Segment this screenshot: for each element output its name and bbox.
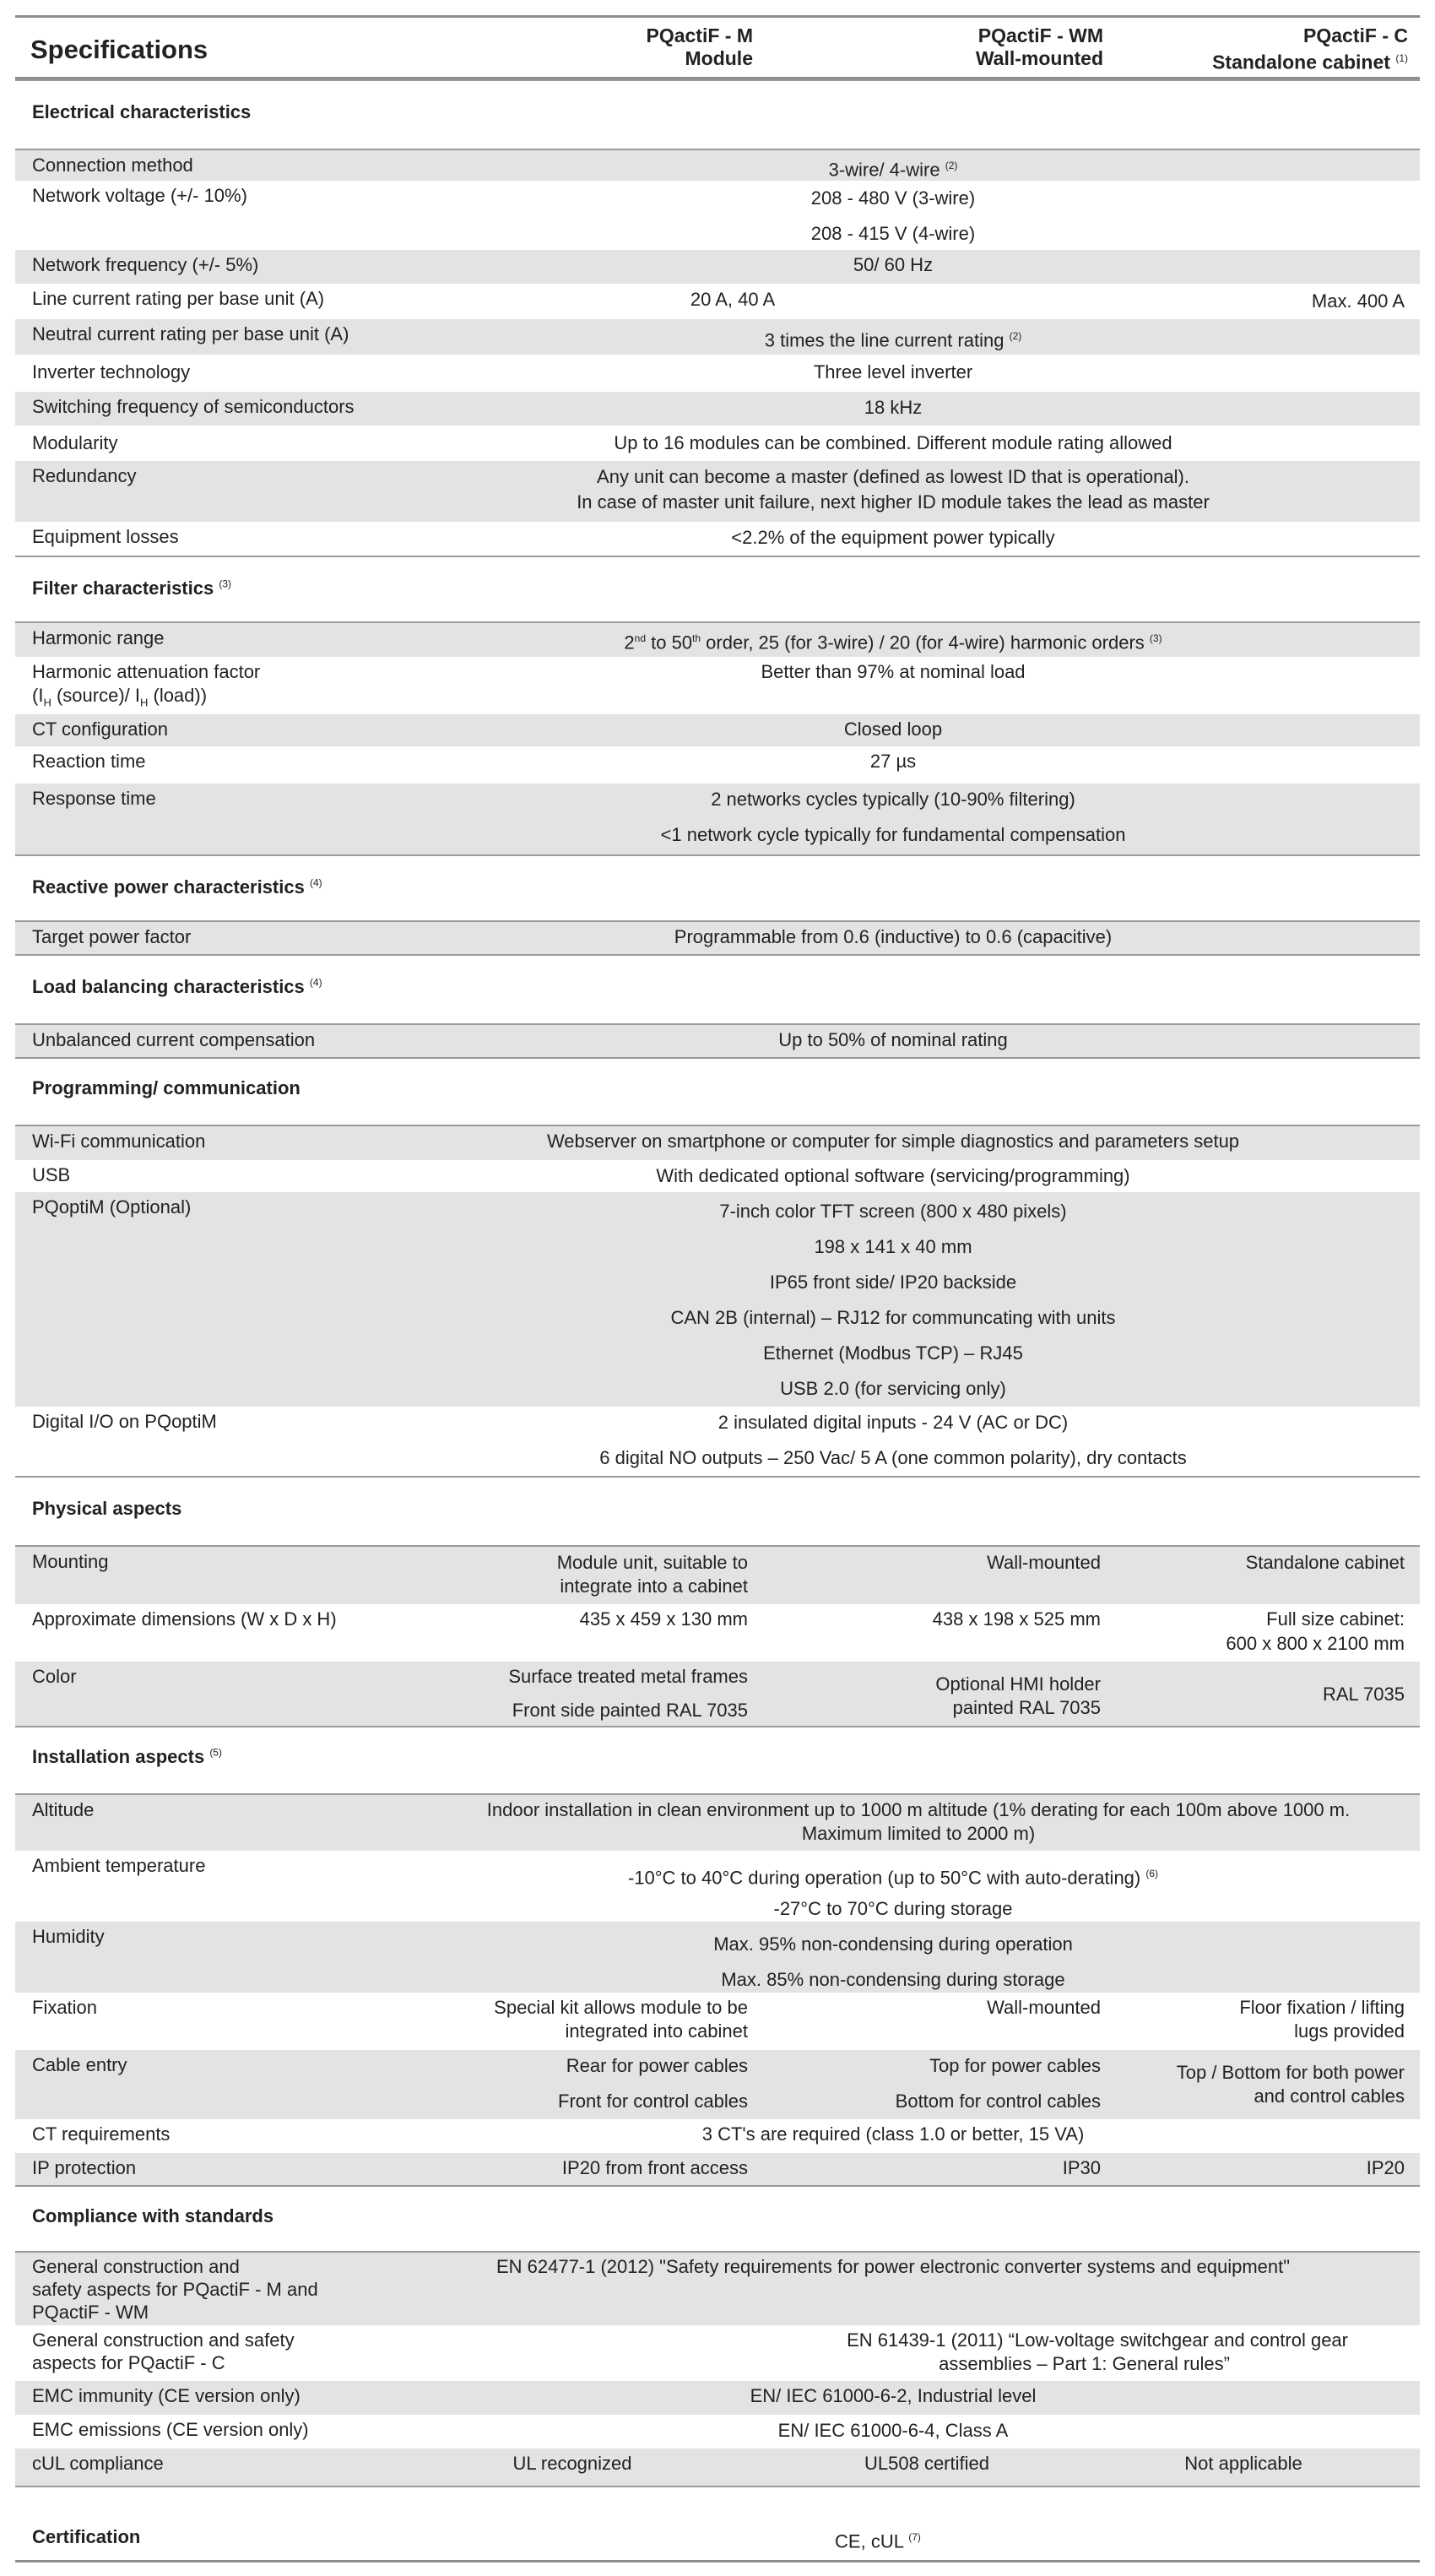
section-physical <box>15 1476 1420 1547</box>
row-value-c: and control cables <box>1254 2085 1405 2107</box>
section-title: Compliance with standards <box>32 2205 274 2226</box>
row-value: Better than 97% at nominal load <box>761 661 1026 682</box>
section-title <box>32 976 322 998</box>
row-label: Harmonic range <box>32 627 165 648</box>
row-ct-requirements <box>15 2119 1420 2153</box>
row-value-wm: UL508 certified <box>864 2453 989 2474</box>
row-value: 7-inch color TFT screen (800 x 480 pixels) <box>719 1201 1067 1222</box>
column-header-c-name: PQactiF - C <box>1303 24 1408 46</box>
row-label: Switching frequency of semiconductors <box>32 396 355 417</box>
row-label: Neutral current rating per base unit (A) <box>32 323 349 344</box>
row-reaction-time <box>15 746 1420 784</box>
section-reactive-power <box>15 854 1420 922</box>
section-electrical <box>15 79 1420 150</box>
section-programming <box>15 1057 1420 1126</box>
row-modularity <box>15 426 1420 461</box>
row-value-m: 435 x 459 x 130 mm <box>579 1608 748 1630</box>
row-response-time <box>15 784 1420 854</box>
row-value-c: Full size cabinet: <box>1266 1608 1405 1630</box>
row-label: PQactiF - WM <box>32 2302 149 2323</box>
row-value: EN/ IEC 61000-6-2, Industrial level <box>750 2385 1037 2406</box>
table-header <box>15 15 1420 79</box>
row-value: Ethernet (Modbus TCP) – RJ45 <box>763 1342 1023 1364</box>
row-neutral-current <box>15 319 1420 355</box>
footnote-ref: (7) <box>908 2531 921 2543</box>
row-ip-protection <box>15 2153 1420 2185</box>
row-value: IP65 front side/ IP20 backside <box>769 1272 1017 1293</box>
row-inverter-technology <box>15 355 1420 392</box>
row-ambient-temperature <box>15 1851 1420 1922</box>
row-digital-io <box>15 1407 1420 1476</box>
row-label: Color <box>32 1666 77 1687</box>
row-label: Digital I/O on PQoptiM <box>32 1411 217 1432</box>
value-text: 3 times the line current rating <box>764 329 1004 351</box>
row-label: General construction and <box>32 2256 240 2277</box>
row-value-m: Module unit, suitable to <box>556 1552 748 1573</box>
row-value-m: Rear for power cables <box>566 2055 748 2076</box>
row-value: EN 62477-1 (2012) "Safety requirements for power electronic converter systems and equipment" <box>495 2256 1291 2277</box>
row-network-frequency <box>15 250 1420 284</box>
footnote-ref: (4) <box>309 976 322 989</box>
row-value-wm: Bottom for control cables <box>895 2091 1101 2112</box>
row-value-c: 600 x 800 x 2100 mm <box>1226 1633 1405 1654</box>
row-pqoptim <box>15 1192 1420 1407</box>
row-value: 2 insulated digital inputs - 24 V (AC or DC) <box>718 1412 1069 1433</box>
row-value: Max. 95% non-condensing during operation <box>713 1933 1073 1955</box>
section-title: Programming/ communication <box>32 1077 301 1098</box>
row-value-wm: painted RAL 7035 <box>952 1697 1101 1718</box>
value-text: CE, cUL <box>835 2530 904 2552</box>
row-emc-emissions <box>15 2415 1420 2449</box>
row-value: Any unit can become a master (defined as lowest ID that is operational). <box>597 466 1189 487</box>
subscript: H <box>139 696 149 709</box>
column-header-c-sub <box>1212 47 1408 74</box>
row-redundancy <box>15 461 1420 522</box>
row-label: cUL compliance <box>32 2453 164 2474</box>
row-value: <1 network cycle typically for fundamental compensation <box>660 824 1126 845</box>
row-value-c: Not applicable <box>1184 2453 1302 2474</box>
row-label: Altitude <box>32 1799 95 1820</box>
label-text: (I <box>32 685 44 706</box>
row-label: EMC immunity (CE version only) <box>32 2385 301 2406</box>
row-general-construction-c <box>15 2325 1420 2381</box>
section-title-text: Load balancing characteristics <box>32 976 305 997</box>
row-label: Reaction time <box>32 751 146 772</box>
certification-value <box>456 2526 1300 2552</box>
row-value: 198 x 141 x 40 mm <box>814 1236 972 1257</box>
section-certification <box>15 2486 1420 2560</box>
row-value: Three level inverter <box>813 361 973 382</box>
subscript: H <box>43 696 51 709</box>
row-value-m: 20 A, 40 A <box>690 289 776 310</box>
row-value-m: integrate into a cabinet <box>560 1575 748 1597</box>
column-header-wm-name: PQactiF - WM <box>977 24 1103 46</box>
row-value <box>471 325 1315 351</box>
value-text: -10°C to 40°C during operation (up to 50°C with auto-derating) <box>627 1867 1141 1889</box>
row-equipment-losses <box>15 522 1420 556</box>
row-label: Mounting <box>32 1551 109 1572</box>
row-label: Modularity <box>32 432 118 453</box>
row-label: Cable entry <box>32 2054 127 2075</box>
row-value: Closed loop <box>843 719 943 740</box>
row-ct-configuration <box>15 714 1420 746</box>
row-value-wm: IP30 <box>1062 2157 1101 2178</box>
row-value <box>471 627 1315 653</box>
row-label: CT configuration <box>32 719 169 740</box>
row-value-wm: Optional HMI holder <box>935 1673 1101 1695</box>
label-text: (load)) <box>148 685 208 706</box>
row-value-wm: Wall-mounted <box>987 1552 1101 1573</box>
row-cul-compliance <box>15 2449 1420 2486</box>
row-value: 2 networks cycles typically (10-90% filtering) <box>711 789 1075 810</box>
row-connection-method <box>15 150 1420 181</box>
footnote-ref: (2) <box>1009 330 1022 342</box>
row-value: With dedicated optional software (servicing/programming) <box>656 1165 1130 1186</box>
column-header-wm-sub: Wall-mounted <box>975 47 1103 69</box>
row-usb <box>15 1160 1420 1192</box>
row-value-c: IP20 <box>1366 2157 1405 2178</box>
row-value-wm: Wall-mounted <box>987 1997 1101 2018</box>
row-value-c: Floor fixation / lifting <box>1239 1997 1405 2018</box>
row-value: USB 2.0 (for servicing only) <box>780 1378 1006 1399</box>
footnote-ref: (1) <box>1395 52 1408 64</box>
row-harmonic-range <box>15 623 1420 657</box>
column-header-wm <box>976 24 1103 70</box>
row-label: Network frequency (+/- 5%) <box>32 254 259 275</box>
row-value-c: Top / Bottom for both power <box>1176 2062 1405 2083</box>
column-header-c <box>1212 24 1408 74</box>
row-value-c: RAL 7035 <box>1322 1684 1405 1705</box>
value-text: 2 <box>624 632 635 653</box>
row-label: EMC emissions (CE version only) <box>32 2419 309 2440</box>
row-label: Equipment losses <box>32 526 179 547</box>
footnote-ref: (3) <box>219 578 232 590</box>
ordinal-suffix: th <box>692 632 701 644</box>
row-label: PQoptiM (Optional) <box>32 1196 192 1217</box>
row-value-m: Front for control cables <box>558 2091 748 2112</box>
row-label: Connection method <box>32 155 193 176</box>
row-wifi <box>15 1126 1420 1160</box>
row-value-m: IP20 from front access <box>561 2157 748 2178</box>
section-compliance <box>15 2185 1420 2253</box>
row-value <box>471 1863 1315 1889</box>
row-label: Wi-Fi communication <box>32 1131 206 1152</box>
row-value: Webserver on smartphone or computer for simple diagnostics and parameters setup <box>546 1131 1240 1152</box>
section-title: Electrical characteristics <box>32 101 252 122</box>
row-value: Programmable from 0.6 (inductive) to 0.6 (capacitive) <box>674 926 1113 947</box>
row-label: Ambient temperature <box>32 1855 206 1876</box>
row-dimensions <box>15 1604 1420 1662</box>
column-header-c-sub-text: Standalone cabinet <box>1212 51 1390 73</box>
row-value: -27°C to 70°C during storage <box>773 1898 1013 1919</box>
row-label: Network voltage (+/- 10%) <box>32 185 247 206</box>
section-title-text: Reactive power characteristics <box>32 876 305 898</box>
section-filter <box>15 556 1420 623</box>
row-value-m: Surface treated metal frames <box>508 1666 748 1687</box>
row-value: Up to 50% of nominal rating <box>778 1029 1008 1050</box>
bottom-rule <box>15 2560 1420 2562</box>
row-label: Harmonic attenuation factor <box>32 661 261 682</box>
row-label: Fixation <box>32 1997 98 2018</box>
row-label: Response time <box>32 788 156 809</box>
row-label: Approximate dimensions (W x D x H) <box>32 1608 337 1630</box>
row-label: Unbalanced current compensation <box>32 1029 316 1050</box>
row-label: aspects for PQactiF - C <box>32 2352 225 2373</box>
row-mounting <box>15 1547 1420 1604</box>
row-value: 208 - 480 V (3-wire) <box>810 187 976 209</box>
row-value-c: Standalone cabinet <box>1245 1552 1405 1573</box>
footnote-ref: (4) <box>309 876 322 889</box>
column-header-m-name: PQactiF - M <box>646 24 753 46</box>
row-value-wm: Top for power cables <box>929 2055 1101 2076</box>
row-value: EN 61439-1 (2011) “Low-voltage switchgear and control gear <box>847 2329 1348 2351</box>
row-label: Redundancy <box>32 465 137 486</box>
section-title <box>32 578 231 599</box>
row-value-m: Front side painted RAL 7035 <box>512 1700 748 1721</box>
row-value-m: Special kit allows module to be <box>494 1997 748 2018</box>
row-switching-frequency <box>15 392 1420 426</box>
row-harmonic-attenuation <box>15 657 1420 714</box>
label-text: (source)/ I <box>51 685 140 706</box>
footnote-ref: (2) <box>945 160 958 171</box>
row-value: 6 digital NO outputs – 250 Vac/ 5 A (one common polarity), dry contacts <box>599 1447 1187 1468</box>
row-label: CT requirements <box>32 2123 171 2145</box>
row-emc-immunity <box>15 2381 1420 2415</box>
row-label-2 <box>32 685 207 713</box>
row-value-wm: 438 x 198 x 525 mm <box>932 1608 1101 1630</box>
row-label: Inverter technology <box>32 361 191 382</box>
row-unbalanced-current <box>15 1025 1420 1057</box>
row-label: Target power factor <box>32 926 192 947</box>
row-label: Humidity <box>32 1926 105 1947</box>
section-title <box>32 876 322 898</box>
row-value-m: UL recognized <box>512 2453 632 2474</box>
value-text: to 50 <box>646 632 693 653</box>
section-title-text: Installation aspects <box>32 1746 205 1767</box>
column-header-m <box>646 24 753 70</box>
row-label: safety aspects for PQactiF - M and <box>32 2279 318 2300</box>
row-value: Max. 85% non-condensing during storage <box>721 1969 1065 1990</box>
row-value: Maximum limited to 2000 m) <box>801 1823 1036 1844</box>
section-installation <box>15 1726 1420 1795</box>
row-general-construction-m-wm <box>15 2253 1420 2325</box>
column-header-m-sub: Module <box>685 47 753 69</box>
ordinal-suffix: nd <box>634 632 646 644</box>
row-value: In case of master unit failure, next higher ID module takes the lead as master <box>577 491 1210 512</box>
row-target-power-factor <box>15 922 1420 954</box>
row-cable-entry <box>15 2050 1420 2119</box>
row-value: 27 µs <box>869 751 917 772</box>
row-network-voltage <box>15 181 1420 250</box>
row-value-m: integrated into cabinet <box>565 2020 748 2042</box>
footnote-ref: (3) <box>1149 632 1162 644</box>
section-load-balancing <box>15 954 1420 1025</box>
row-value: Indoor installation in clean environment up to 1000 m altitude (1% derating for each 100m above 1000 m. <box>486 1799 1351 1820</box>
row-label: General construction and safety <box>32 2329 295 2351</box>
row-fixation <box>15 1993 1420 2050</box>
row-value: assemblies – Part 1: General rules” <box>939 2353 1230 2374</box>
section-title <box>32 1746 222 1768</box>
row-value: 18 kHz <box>864 397 923 418</box>
row-label: IP protection <box>32 2157 137 2178</box>
row-value-c: Max. 400 A <box>1311 290 1405 312</box>
row-value <box>471 155 1315 181</box>
row-label: USB <box>32 1164 71 1185</box>
row-value: <2.2% of the equipment power typically <box>731 527 1055 548</box>
section-title: Physical aspects <box>32 1498 182 1519</box>
row-value: Up to 16 modules can be combined. Different module rating allowed <box>614 432 1172 453</box>
value-text: order, 25 (for 3-wire) / 20 (for 4-wire) harmonic orders <box>701 632 1145 653</box>
row-value: 3 CT's are required (class 1.0 or better, 15 VA) <box>701 2123 1085 2145</box>
row-humidity <box>15 1922 1420 1993</box>
footnote-ref: (5) <box>209 1746 222 1759</box>
row-value: 50/ 60 Hz <box>853 254 934 275</box>
section-title: Certification <box>32 2526 141 2547</box>
row-value-c: lugs provided <box>1294 2020 1405 2042</box>
row-color <box>15 1662 1420 1726</box>
row-label: Line current rating per base unit (A) <box>32 288 325 309</box>
page-title: Specifications <box>30 35 208 64</box>
value-text: 3-wire/ 4-wire <box>828 159 940 181</box>
row-line-current <box>15 284 1420 319</box>
row-value: CAN 2B (internal) – RJ12 for communcating with units <box>670 1307 1116 1328</box>
row-altitude <box>15 1795 1420 1851</box>
row-value: 208 - 415 V (4-wire) <box>810 223 976 244</box>
footnote-ref: (6) <box>1145 1868 1159 1879</box>
section-title-text: Filter characteristics <box>32 578 214 599</box>
row-value: EN/ IEC 61000-6-4, Class A <box>777 2420 1009 2441</box>
